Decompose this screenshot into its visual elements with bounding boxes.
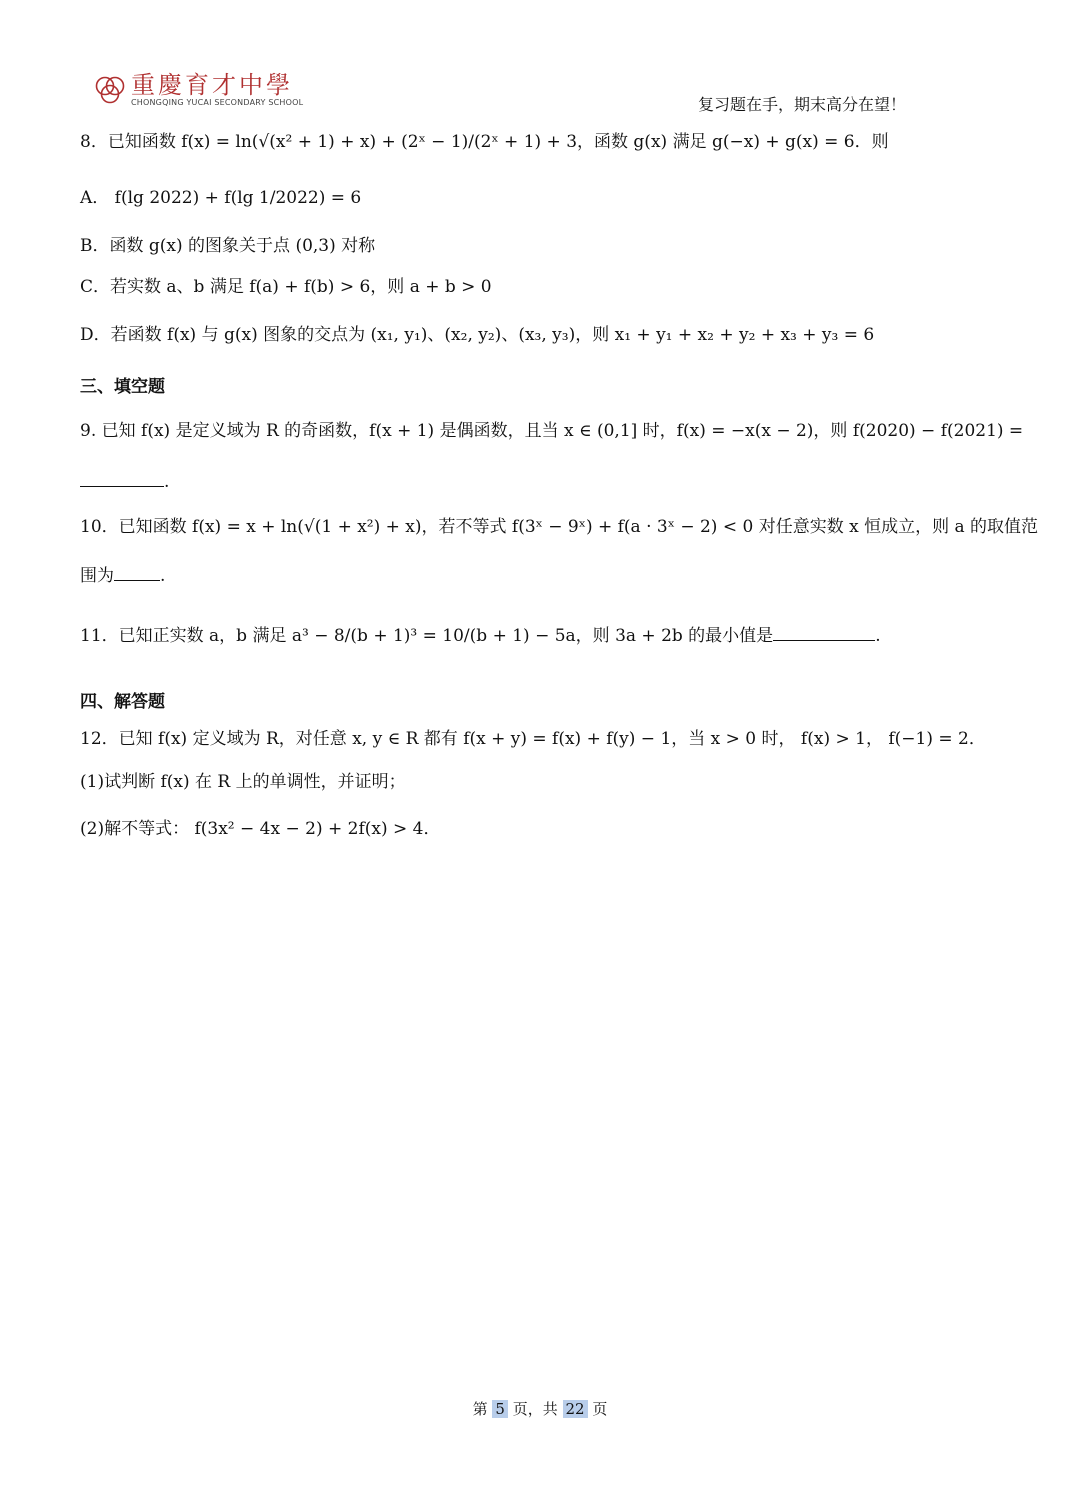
question-11: 11．已知正实数 a，b 满足 a³ − 8/(b + 1)³ = 10/(b + 1) − 5a，则 3a + 2b 的最小值是 bbox=[80, 626, 774, 646]
question-10: 10．已知函数 f(x) = x + ln(√(1 + x²) + x)，若不等式 f(3ˣ − 9ˣ) + f(a · 3ˣ − 2) < 0 对任意实数 x 恒成立，则 a 的取值范 bbox=[80, 517, 1039, 537]
question-10-end: . bbox=[160, 566, 166, 586]
question-9-answer-line bbox=[80, 470, 169, 494]
question-9-end: . bbox=[164, 472, 170, 492]
school-name-en: CHONGQING YUCAI SECONDARY SCHOOL bbox=[131, 98, 304, 107]
question-11-line bbox=[80, 624, 881, 648]
total-page-count: 22 bbox=[563, 1400, 588, 1418]
header-slogan: 复习题在手，期末高分在望！ bbox=[697, 95, 906, 114]
section-solutions-title: 四、解答题 bbox=[80, 692, 165, 712]
question-12-part-2: (2)解不等式： f(3x² − 4x − 2) + 2f(x) > 4． bbox=[80, 819, 441, 839]
school-name-cn: 重慶育才中學 bbox=[131, 71, 293, 99]
question-8-stem: 8．已知函数 f(x) = ln(√(x² + 1) + x) + (2ˣ − 1)/(2ˣ + 1) + 3，函数 g(x) 满足 g(−x) + g(x) = 6．则 bbox=[80, 132, 889, 152]
footer-mid: 页，共 bbox=[512, 1400, 558, 1418]
page-footer bbox=[0, 1398, 1080, 1419]
section-fill-in-title: 三、填空题 bbox=[80, 377, 165, 397]
question-12: 12．已知 f(x) 定义域为 R，对任意 x, y ∈ R 都有 f(x + y) = f(x) + f(y) − 1，当 x > 0 时， f(x) > 1， f(−1) = 2． bbox=[80, 729, 986, 749]
question-8-option-a: A． f(lg 2022) + f(lg 1/2022) = 6 bbox=[80, 188, 362, 208]
question-10-line-2 bbox=[80, 564, 165, 588]
footer-suffix: 页 bbox=[592, 1400, 608, 1418]
question-8-option-c: C．若实数 a、b 满足 f(a) + f(b) > 6，则 a + b > 0 bbox=[80, 277, 492, 297]
school-logo bbox=[93, 72, 303, 107]
footer-prefix: 第 bbox=[472, 1400, 488, 1418]
question-8-option-b: B．函数 g(x) 的图象关于点 (0,3) 对称 bbox=[80, 236, 376, 256]
question-10-continuation: 围为 bbox=[80, 566, 114, 586]
answer-blank bbox=[114, 579, 160, 581]
question-8-option-d: D．若函数 f(x) 与 g(x) 图象的交点为 (x₁, y₁)、(x₂, y₂)、(x₃, y₃)，则 x₁ + y₁ + x₂ + y₂ + x₃ + y₃ = 6 bbox=[80, 325, 875, 345]
question-9: 9. 已知 f(x) 是定义域为 R 的奇函数，f(x + 1) 是偶函数，且当 x ∈ (0,1] 时，f(x) = −x(x − 2)，则 f(2020) − f(2021) = bbox=[80, 421, 1024, 441]
question-11-end: . bbox=[875, 626, 881, 646]
question-12-part-1: (1)试判断 f(x) 在 R 上的单调性，并证明； bbox=[80, 772, 406, 792]
answer-blank bbox=[773, 639, 875, 641]
answer-blank bbox=[80, 485, 164, 487]
current-page-number: 5 bbox=[492, 1400, 508, 1418]
school-logo-icon bbox=[93, 75, 127, 105]
